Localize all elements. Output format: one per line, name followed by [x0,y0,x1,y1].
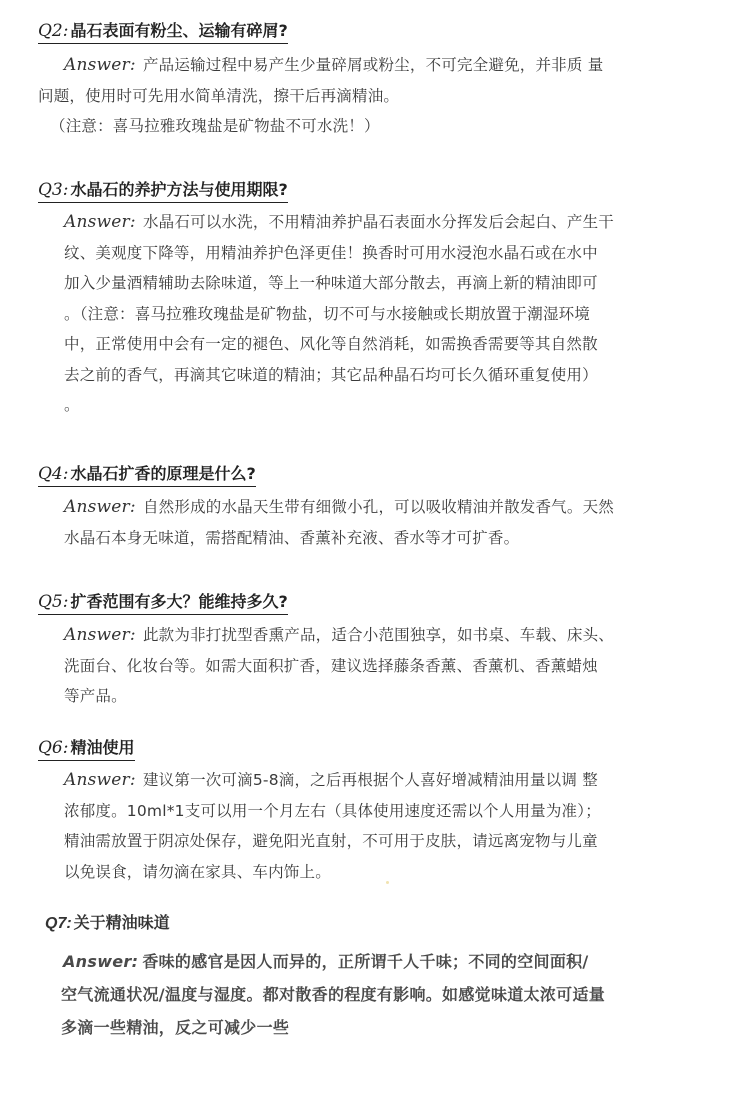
answer-line: 。（注意：喜马拉雅玫瑰盐是矿物盐，切不可与水接触或长期放置于潮湿环境 [64,304,591,323]
answer-line: 等产品。 [64,687,127,705]
answer-line [64,765,724,796]
answer-body [38,50,724,142]
question-text: 水晶石扩香的原理是什么? [70,464,256,483]
answer-line: 浓郁度。10ml*1支可以用一个月左右（具体使用速度还需以个人用量为准）； [64,801,601,820]
answer-line: 精油需放置于阴凉处保存，避免阳光直射，不可用于皮肤，请远离宠物与儿童 [64,832,598,850]
answer-text: 建议第一次可滴5-8滴，之后再根据个人喜好增减精油用量以调 整 [142,771,598,789]
answer-line: 纹、美观度下降等，用精油养护色泽更佳！换香时可用水浸泡水晶石或在水中 [64,243,598,262]
answer-line [64,620,724,651]
answer-line: 水晶石本身无味道，需搭配精油、香薰补充液、香水等才可扩香。 [64,528,520,547]
answer-line: （注意：喜马拉雅玫瑰盐是矿物盐不可水洗！） [50,117,380,135]
question-number: Q2: [38,21,69,41]
answer-label: Answer: [64,625,136,645]
answer-line [64,492,724,523]
answer-text: 自然形成的水晶天生带有细微小孔，可以吸收精油并散发香气。天然 [142,498,614,516]
question-number: Q3: [38,180,69,200]
answer-text: 水晶石可以水洗，不用精油养护晶石表面水分挥发后会起白、产生干 [142,213,614,231]
answer-body [64,765,724,887]
answer-body [64,620,724,712]
answer-line: 问题，使用时可先用水简单清洗，擦干后再滴精油。 [38,86,400,105]
answer-text: 产品运输过程中易产生少量碎屑或粉尘，不可完全避免，并非质 量 [142,56,604,74]
answer-body [64,492,724,553]
question-heading [38,21,288,44]
question-number: Q5: [38,592,69,612]
decorative-dot [386,881,389,884]
answer-label: Answer: [64,770,136,790]
question-text: 水晶石的养护方法与使用期限? [70,180,288,199]
answer-label: Answer: [64,497,136,517]
answer-text: 此款为非打扰型香熏产品，适合小范围独享，如书桌、车载、床头、 [142,626,614,644]
answer-text: 香味的感官是因人而异的，正所谓千人千味；不同的空间面积/ [142,952,589,971]
question-text: 精油使用 [70,738,135,757]
question-number: Q6: [38,738,69,758]
question-text: 扩香范围有多大？能维持多久? [70,592,288,611]
question-heading [38,180,288,203]
answer-line: 洗面台、化妆台等。如需大面积扩香，建议选择藤条香薰、香薰机、香薰蜡烛 [64,656,598,675]
question-heading [38,592,288,615]
answer-label: Answer: [64,212,136,232]
answer-line [63,945,743,978]
question-heading [38,738,135,761]
answer-line: 。 [64,396,80,414]
answer-body [63,945,743,1044]
question-heading [45,912,170,935]
question-text: 关于精油味道 [73,913,170,932]
answer-line [64,207,724,238]
question-heading [38,464,256,487]
question-number: Q7: [45,915,72,932]
answer-line: 空气流通状况/温度与湿度。都对散香的程度有影响。如感觉味道太浓可适量 [61,985,606,1004]
answer-line: 加入少量酒精辅助去除味道，等上一种味道大部分散去，再滴上新的精油即可 [64,274,598,292]
answer-line: 多滴一些精油，反之可减少一些 [61,1018,290,1037]
answer-label: Answer: [64,55,136,75]
answer-line: 中，正常使用中会有一定的褪色、风化等自然消耗，如需换香需要等其自然散 [64,335,598,353]
answer-line: 去之前的香气，再滴其它味道的精油；其它品种晶石均可长久循环重复使用） [64,365,598,384]
answer-line: 以免误食，请勿滴在家具、车内饰上。 [64,862,331,881]
question-text: 晶石表面有粉尘、运输有碎屑? [70,21,288,40]
answer-label: Answer: [63,952,139,971]
answer-body [64,207,724,421]
question-number: Q4: [38,464,69,484]
answer-line [64,50,724,81]
